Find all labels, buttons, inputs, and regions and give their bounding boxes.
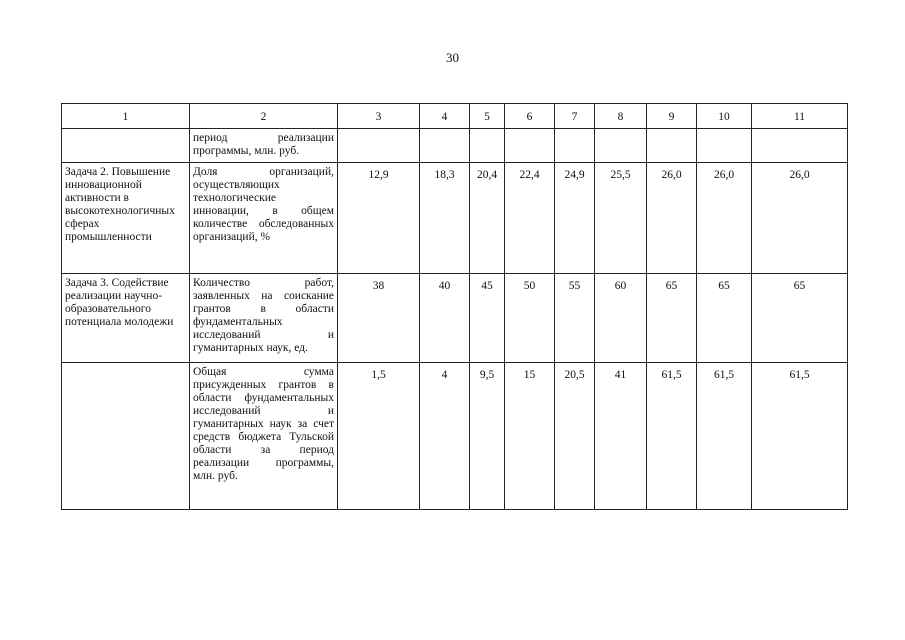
indicator-cell: Общая сумма присужденных грантов в области фундаментальных исследований и гуманитарных наук за счет средств бюджета Тульской области за период реализации программы, млн. руб. bbox=[190, 363, 338, 510]
indicator-cell: период реализации программы, млн. руб. bbox=[190, 129, 338, 163]
column-header: 10 bbox=[697, 104, 752, 129]
table-row bbox=[62, 363, 848, 510]
value-cell: 25,5 bbox=[595, 163, 647, 274]
value-cell: 22,4 bbox=[505, 163, 555, 274]
column-header: 2 bbox=[190, 104, 338, 129]
value-cell: 24,9 bbox=[555, 163, 595, 274]
value-cell: 50 bbox=[505, 274, 555, 363]
value-cell bbox=[338, 129, 420, 163]
value-cell: 55 bbox=[555, 274, 595, 363]
value-cell bbox=[752, 129, 848, 163]
value-cell: 20,5 bbox=[555, 363, 595, 510]
indicator-cell: Количество работ, заявленных на соискание грантов в области фундаментальных исследований и гуманитарных наук, ед. bbox=[190, 274, 338, 363]
table-row bbox=[62, 129, 848, 163]
value-cell: 15 bbox=[505, 363, 555, 510]
value-cell: 26,0 bbox=[647, 163, 697, 274]
table-row bbox=[62, 274, 848, 363]
column-header: 3 bbox=[338, 104, 420, 129]
data-table bbox=[61, 103, 848, 510]
task-cell: Задача 3. Содействие реализации научно-образовательного потенциала молодежи bbox=[62, 274, 190, 363]
value-cell bbox=[595, 129, 647, 163]
value-cell: 60 bbox=[595, 274, 647, 363]
value-cell bbox=[420, 129, 470, 163]
column-header: 6 bbox=[505, 104, 555, 129]
indicator-cell: Доля организаций, осуществляющих технологические инновации, в общем количестве обследованных организаций, % bbox=[190, 163, 338, 274]
value-cell: 40 bbox=[420, 274, 470, 363]
value-cell: 20,4 bbox=[470, 163, 505, 274]
column-header: 9 bbox=[647, 104, 697, 129]
value-cell: 45 bbox=[470, 274, 505, 363]
value-cell: 26,0 bbox=[752, 163, 848, 274]
task-cell bbox=[62, 363, 190, 510]
value-cell: 65 bbox=[647, 274, 697, 363]
task-cell bbox=[62, 129, 190, 163]
value-cell: 41 bbox=[595, 363, 647, 510]
page-number: 30 bbox=[446, 50, 459, 65]
value-cell: 65 bbox=[752, 274, 848, 363]
value-cell: 38 bbox=[338, 274, 420, 363]
value-cell bbox=[697, 129, 752, 163]
value-cell: 61,5 bbox=[752, 363, 848, 510]
column-header: 7 bbox=[555, 104, 595, 129]
value-cell: 61,5 bbox=[697, 363, 752, 510]
task-cell: Задача 2. Повышение инновационной активности в высокотехнологичных сферах промышленности bbox=[62, 163, 190, 274]
column-header: 11 bbox=[752, 104, 848, 129]
column-header: 4 bbox=[420, 104, 470, 129]
value-cell bbox=[470, 129, 505, 163]
value-cell bbox=[505, 129, 555, 163]
value-cell bbox=[647, 129, 697, 163]
value-cell bbox=[555, 129, 595, 163]
column-header: 5 bbox=[470, 104, 505, 129]
value-cell: 18,3 bbox=[420, 163, 470, 274]
value-cell: 26,0 bbox=[697, 163, 752, 274]
value-cell: 65 bbox=[697, 274, 752, 363]
value-cell: 61,5 bbox=[647, 363, 697, 510]
column-header: 1 bbox=[62, 104, 190, 129]
header-row bbox=[62, 104, 848, 129]
table-row bbox=[62, 163, 848, 274]
value-cell: 9,5 bbox=[470, 363, 505, 510]
column-header: 8 bbox=[595, 104, 647, 129]
value-cell: 12,9 bbox=[338, 163, 420, 274]
value-cell: 4 bbox=[420, 363, 470, 510]
value-cell: 1,5 bbox=[338, 363, 420, 510]
